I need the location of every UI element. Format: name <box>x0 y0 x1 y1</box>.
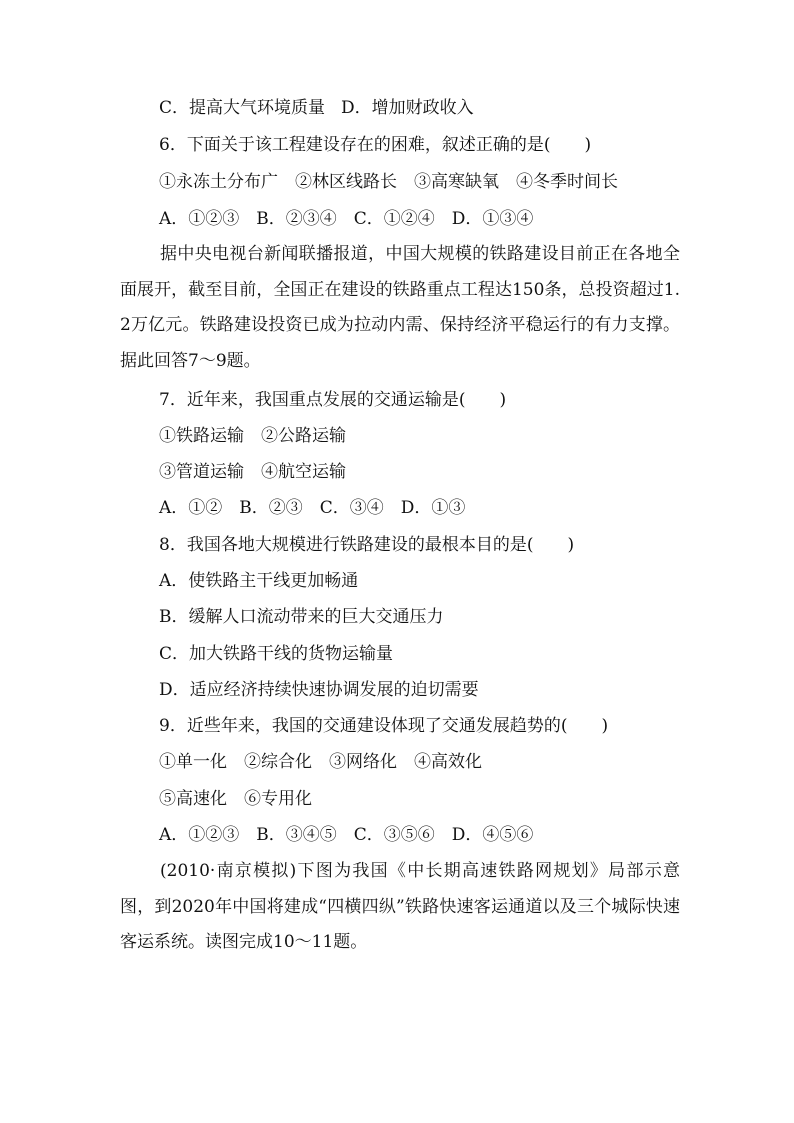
q9-stem: 9．近些年来，我国的交通建设体现了交通发展趋势的( ) <box>159 716 609 736</box>
q8-option-d: D．适应经济持续快速协调发展的迫切需要 <box>159 680 479 700</box>
passage-railway-construction: 据中央电视台新闻联播报道，中国大规模的铁路建设目前正在各地全面展开，截至目前，全国正在建设的铁路重点工程达150条，总投资超过1.2万亿元。铁路建设投资已成为拉动内需、保持经济平稳运行的有力支撑。据此回答7～9题。 <box>120 244 680 371</box>
q7-items-row2: ③管道运输 ④航空运输 <box>159 462 346 482</box>
q8-option-a: A．使铁路主干线更加畅通 <box>159 571 359 591</box>
q7-options: A．①② B．②③ C．③④ D．①③ <box>159 498 466 518</box>
q6-items: ①永冻土分布广 ②林区线路长 ③高寒缺氧 ④冬季时间长 <box>159 172 618 192</box>
q9-options: A．①②③ B．③④⑤ C．③⑤⑥ D．④⑤⑥ <box>159 825 534 845</box>
q8-option-b: B．缓解人口流动带来的巨大交通压力 <box>159 607 444 627</box>
q9-items-row1: ①单一化 ②综合化 ③网络化 ④高效化 <box>159 752 482 772</box>
q8-option-c: C．加大铁路干线的货物运输量 <box>159 644 394 664</box>
q7-items-row1: ①铁路运输 ②公路运输 <box>159 426 346 446</box>
q9-items-row2: ⑤高速化 ⑥专用化 <box>159 789 312 809</box>
q5-options-cd <box>159 96 474 120</box>
q5-option-d: D．增加财政收入 <box>341 98 474 118</box>
q7-stem: 7．近年来，我国重点发展的交通运输是( ) <box>159 390 507 410</box>
passage-high-speed-rail-map: (2010·南京模拟)下图为我国《中长期高速铁路网规划》局部示意图，到2020年中国将建成“四横四纵”铁路快速客运通道以及三个城际快速客运系统。读图完成10～11题。 <box>120 861 680 952</box>
q8-stem: 8．我国各地大规模进行铁路建设的最根本目的是( ) <box>159 535 575 555</box>
q6-stem: 6．下面关于该工程建设存在的困难，叙述正确的是( ) <box>159 135 592 155</box>
q6-options: A．①②③ B．②③④ C．①②④ D．①③④ <box>159 209 534 229</box>
q5-option-c: C．提高大气环境质量 <box>159 98 326 118</box>
